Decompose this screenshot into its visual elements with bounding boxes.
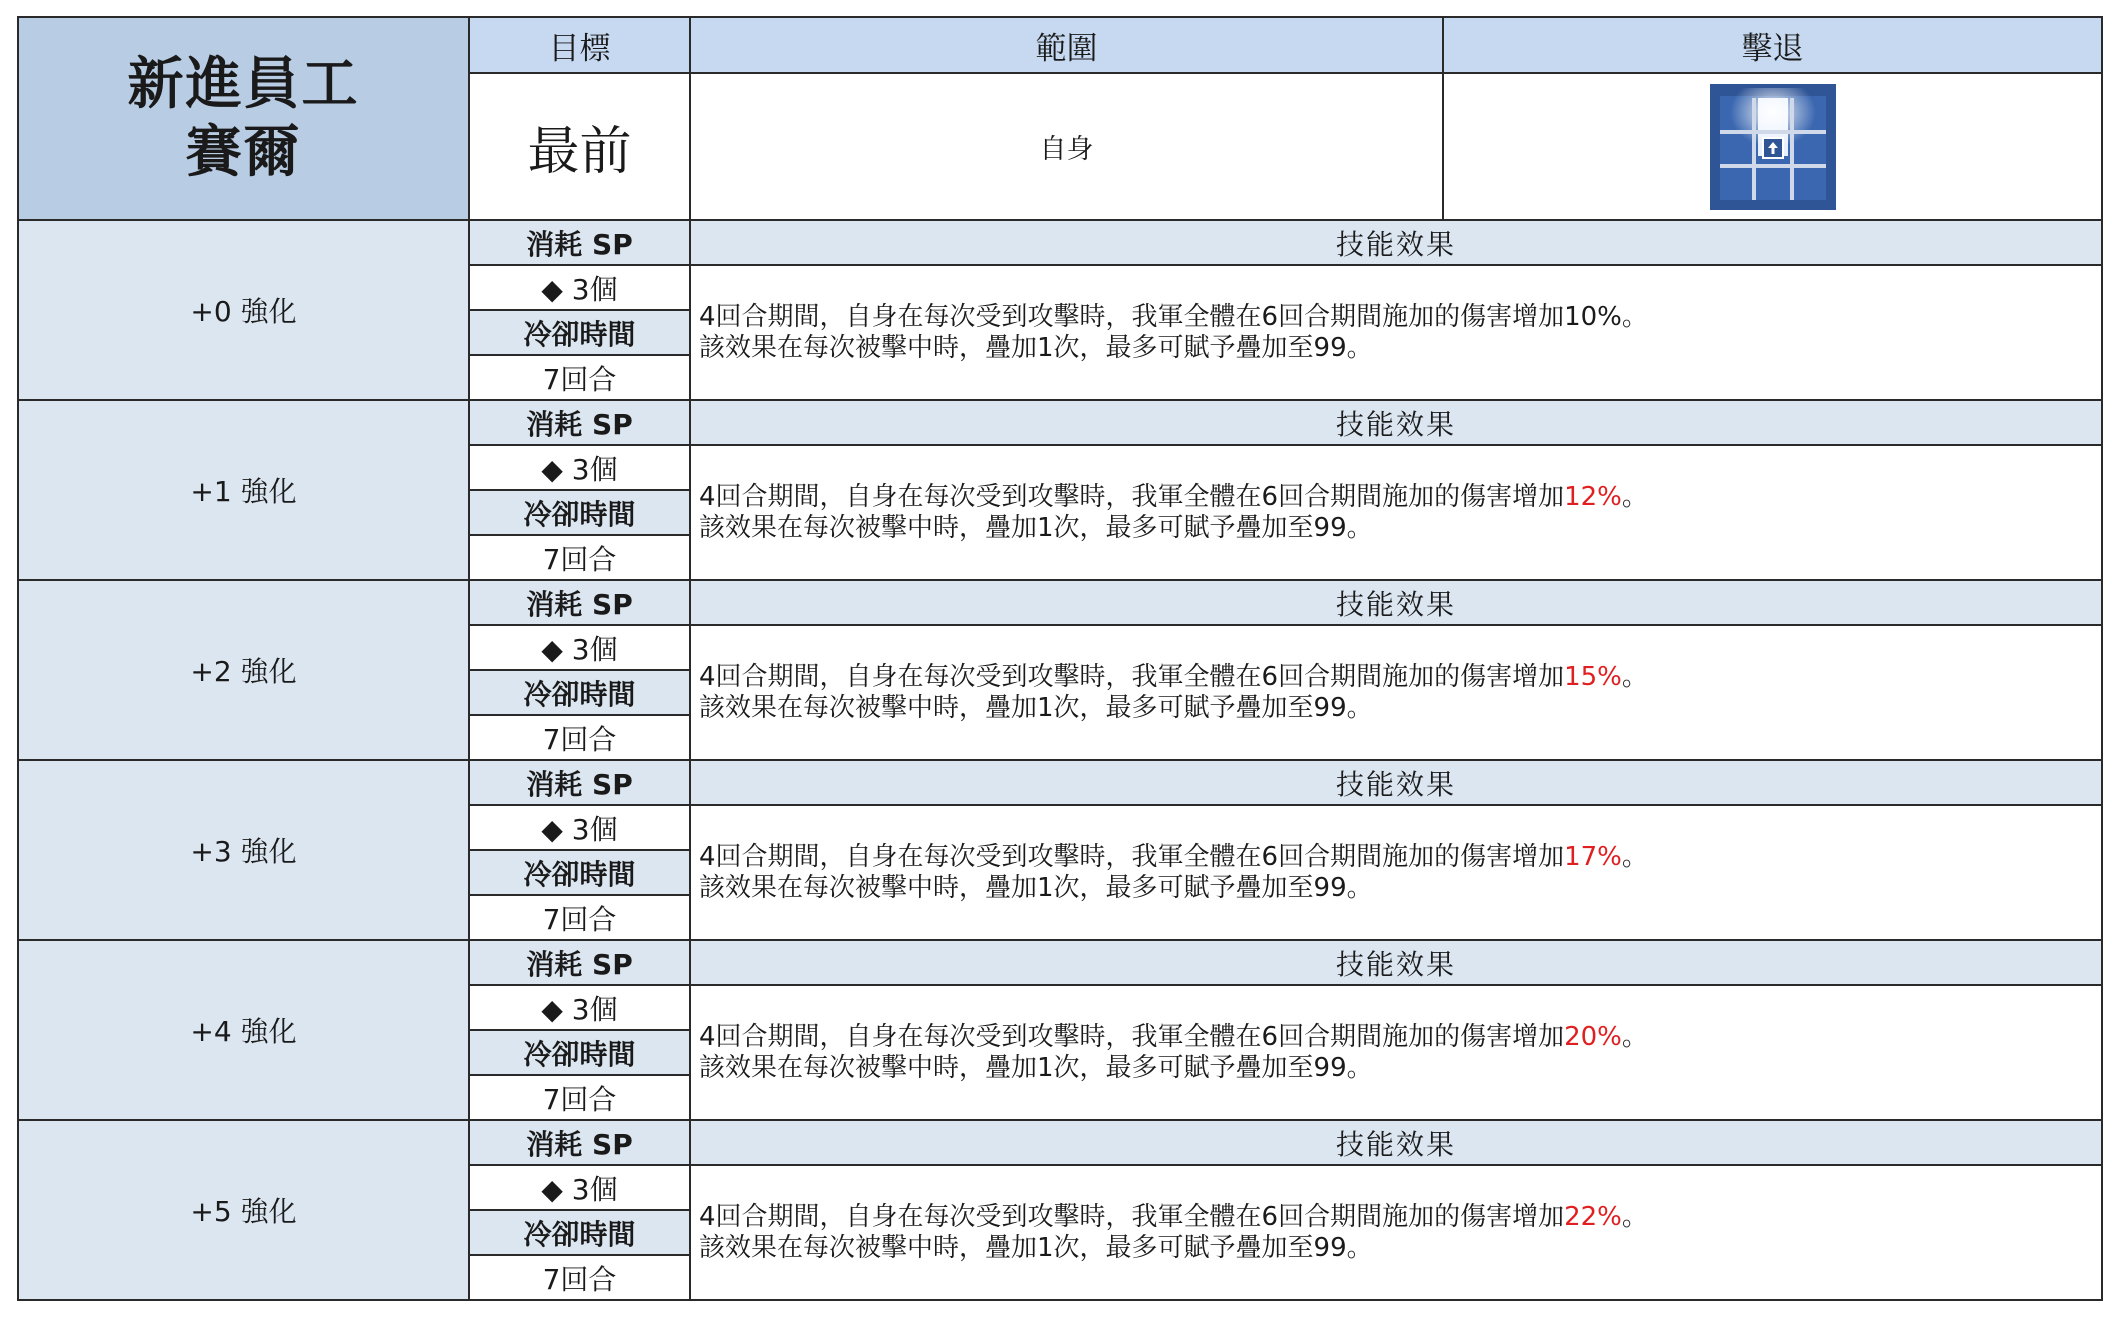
cooldown-value [469,1255,690,1300]
sp-cost-value [469,805,690,850]
effect-line-2 [699,1053,2101,1084]
knockback-cell [1443,73,2102,220]
effect-line-2 [699,693,2101,724]
skill-effect-header [690,760,2102,805]
sp-cost-header [469,940,690,985]
knockback-grid-icon [1710,84,1836,210]
level-label [18,220,469,400]
effect-value: 17% [1564,841,1622,872]
effect-line-2 [699,1233,2101,1264]
cooldown-value [469,1075,690,1120]
sp-hdr: 消耗 SP [526,407,633,441]
cd: 7回合 [542,902,617,936]
skill-table [17,16,2103,1301]
eff-hdr: 技能效果 [1335,947,1456,981]
sp-hdr: 消耗 SP [526,767,633,801]
level-label [18,400,469,580]
target-value: 最前 [469,73,690,220]
range-header: 範圍 [690,17,1443,73]
skill-effect-description [690,625,2102,760]
cooldown-header [469,1030,690,1075]
l1p: 4回合期間，自身在每次受到攻擊時，我軍全體在6回合期間施加的傷害增加 [699,841,1565,872]
eff-hdr: 技能效果 [1335,1127,1456,1161]
effect-line-1 [699,1022,2101,1053]
effect-value: 20% [1564,1021,1622,1052]
sp-cost-value [469,985,690,1030]
sp-hdr: 消耗 SP [526,947,633,981]
effect-line-1 [699,302,2101,333]
cooldown-header [469,310,690,355]
skill-effect-header [690,580,2102,625]
character-name-cell [18,17,469,220]
l1s: 。 [1621,1021,1648,1052]
sp-hdr: 消耗 SP [526,227,633,261]
skill-effect-description [690,805,2102,940]
cd-hdr: 冷卻時間 [523,317,636,351]
cooldown-value [469,535,690,580]
sp-cost-header [469,580,690,625]
level-label [18,1120,469,1300]
label: +2 強化 [190,655,297,688]
label: +5 強化 [190,1195,297,1228]
effect-line-1 [699,1202,2101,1233]
cd-hdr: 冷卻時間 [523,677,636,711]
sp: ◆ 3個 [541,272,618,306]
sp-cost-header [469,760,690,805]
cooldown-header [469,490,690,535]
label: +4 強化 [190,1015,297,1048]
eff-hdr: 技能效果 [1335,407,1456,441]
target-header: 目標 [469,17,690,73]
skill-effect-description [690,985,2102,1120]
sp: ◆ 3個 [541,812,618,846]
cd: 7回合 [542,1082,617,1116]
l2: 該效果在每次被擊中時，疊加1次，最多可賦予疊加至99。 [699,872,1373,903]
cooldown-value [469,715,690,760]
skill-effect-description [690,265,2102,400]
sp: ◆ 3個 [541,992,618,1026]
cd-hdr: 冷卻時間 [523,1217,636,1251]
effect-line-2 [699,873,2101,904]
cooldown-header [469,850,690,895]
effect-line-1 [699,482,2101,513]
skill-effect-description [690,445,2102,580]
eff-hdr: 技能效果 [1335,587,1456,621]
effect-value: 22% [1564,1201,1622,1232]
l2: 該效果在每次被擊中時，疊加1次，最多可賦予疊加至99。 [699,332,1373,363]
sp: ◆ 3個 [541,452,618,486]
cooldown-header [469,670,690,715]
effect-line-2 [699,333,2101,364]
l1s: 。 [1621,661,1648,692]
skill-effect-header [690,220,2102,265]
sp-cost-value [469,625,690,670]
sp-cost-value [469,445,690,490]
cooldown-value [469,355,690,400]
l2: 該效果在每次被擊中時，疊加1次，最多可賦予疊加至99。 [699,1232,1373,1263]
effect-value: 15% [1564,661,1622,692]
skill-effect-description [690,1165,2102,1300]
l1s: 。 [1621,301,1648,332]
cd-hdr: 冷卻時間 [523,1037,636,1071]
effect-value: 10% [1564,301,1622,332]
cooldown-header [469,1210,690,1255]
l1p: 4回合期間，自身在每次受到攻擊時，我軍全體在6回合期間施加的傷害增加 [699,661,1565,692]
sp: ◆ 3個 [541,1172,618,1206]
cd-hdr: 冷卻時間 [523,497,636,531]
label: +3 強化 [190,835,297,868]
sp-cost-value [469,265,690,310]
effect-value: 12% [1564,481,1622,512]
range-value: 自身 [690,73,1443,220]
knockback-header: 擊退 [1443,17,2102,73]
l1s: 。 [1621,1201,1648,1232]
eff-hdr: 技能效果 [1335,767,1456,801]
effect-line-1 [699,842,2101,873]
effect-line-2 [699,513,2101,544]
sp-cost-value [469,1165,690,1210]
sp-cost-header [469,220,690,265]
l1p: 4回合期間，自身在每次受到攻擊時，我軍全體在6回合期間施加的傷害增加 [699,481,1565,512]
effect-line-1 [699,662,2101,693]
label: +1 強化 [190,475,297,508]
cd: 7回合 [542,542,617,576]
level-label [18,760,469,940]
l1s: 。 [1621,481,1648,512]
cd: 7回合 [542,362,617,396]
l1s: 。 [1621,841,1648,872]
cd: 7回合 [542,722,617,756]
eff-hdr: 技能效果 [1335,227,1456,261]
sp-hdr: 消耗 SP [526,1127,633,1161]
l2: 該效果在每次被擊中時，疊加1次，最多可賦予疊加至99。 [699,1052,1373,1083]
skill-effect-header [690,1120,2102,1165]
sp-cost-header [469,400,690,445]
level-label [18,580,469,760]
skill-effect-header [690,400,2102,445]
l1p: 4回合期間，自身在每次受到攻擊時，我軍全體在6回合期間施加的傷害增加 [699,1201,1565,1232]
label: +0 強化 [190,295,297,328]
cooldown-value [469,895,690,940]
sp-hdr: 消耗 SP [526,587,633,621]
level-label [18,940,469,1120]
l1p: 4回合期間，自身在每次受到攻擊時，我軍全體在6回合期間施加的傷害增加 [699,301,1565,332]
l2: 該效果在每次被擊中時，疊加1次，最多可賦予疊加至99。 [699,692,1373,723]
cd: 7回合 [542,1262,617,1296]
skill-effect-header [690,940,2102,985]
cd-hdr: 冷卻時間 [523,857,636,891]
character-name-line2: 賽爾 [185,119,302,185]
l1p: 4回合期間，自身在每次受到攻擊時，我軍全體在6回合期間施加的傷害增加 [699,1021,1565,1052]
sp: ◆ 3個 [541,632,618,666]
l2: 該效果在每次被擊中時，疊加1次，最多可賦予疊加至99。 [699,512,1373,543]
level-rows [18,220,2102,1300]
character-name-line1: 新進員工 [127,51,360,117]
sp-cost-header [469,1120,690,1165]
